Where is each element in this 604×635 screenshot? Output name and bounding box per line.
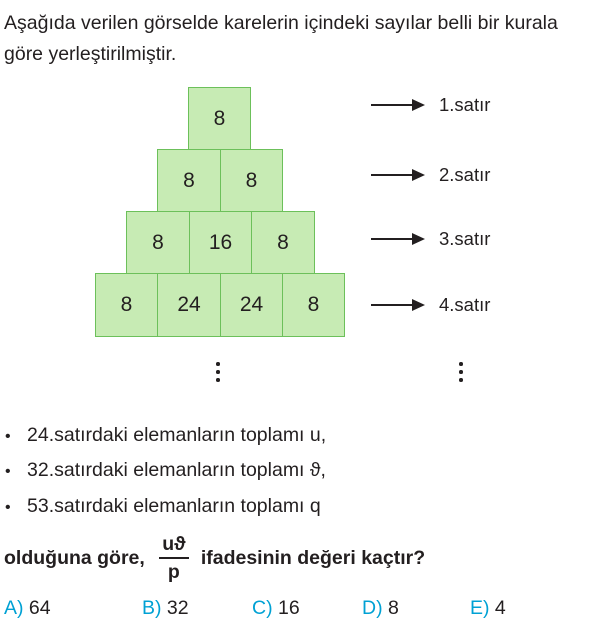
option-value: 64 — [28, 597, 51, 619]
row-label-2 — [371, 163, 490, 187]
question-stem — [4, 527, 425, 589]
condition-text: 53.satırdaki elemanların toplamı q — [27, 495, 321, 517]
question-suffix: ifadesinin değeri kaçtır? — [200, 546, 426, 569]
condition-text: 32.satırdaki elemanların toplamı ϑ, — [27, 459, 326, 481]
continuation-dots-icon — [458, 362, 464, 386]
row-label-4 — [371, 293, 490, 317]
fraction-bar — [159, 557, 189, 559]
question-prefix: olduğuna göre, — [4, 546, 145, 569]
arrow-right-icon — [371, 238, 423, 240]
row-label-text: 4.satır — [439, 294, 491, 315]
condition-item — [5, 424, 326, 447]
bullet-icon: • — [5, 463, 11, 480]
condition-item — [5, 495, 321, 518]
condition-text: 24.satırdaki elemanların toplamı u, — [27, 424, 327, 446]
pyramid-cell: 8 — [220, 149, 283, 212]
arrow-right-icon — [371, 304, 423, 306]
fraction-denominator: p — [167, 561, 180, 583]
row-label-text: 1.satır — [439, 94, 491, 115]
option-letter: D) — [362, 597, 383, 619]
option-letter: E) — [470, 597, 490, 619]
pyramid-cell: 8 — [188, 87, 251, 150]
row-label-1 — [371, 93, 490, 117]
row-label-text: 2.satır — [439, 164, 491, 185]
arrow-right-icon — [371, 104, 423, 106]
pyramid-cell: 8 — [157, 149, 221, 212]
pyramid-cell: 24 — [220, 273, 283, 337]
option-value: 32 — [166, 597, 189, 619]
bullet-icon: • — [5, 428, 11, 445]
answer-option-a[interactable] — [4, 597, 51, 620]
pyramid-cell: 8 — [95, 273, 158, 337]
answer-option-c[interactable] — [252, 597, 300, 620]
pyramid-cell: 16 — [189, 211, 252, 274]
bullet-icon: • — [5, 499, 11, 516]
option-letter: C) — [252, 597, 273, 619]
answer-option-d[interactable] — [362, 597, 399, 620]
fraction-numerator: uϑ — [162, 533, 186, 555]
pyramid-cell: 8 — [251, 211, 315, 274]
problem-intro: Aşağıda verilen görselde karelerin içindeki sayılar belli bir kurala göre yerleştirilmiştir. — [4, 12, 558, 65]
option-value: 8 — [388, 597, 399, 619]
pyramid-cell: 8 — [126, 211, 190, 274]
arrow-right-icon — [371, 174, 423, 176]
row-label-3 — [371, 227, 490, 251]
option-value: 4 — [494, 597, 506, 619]
option-letter: B) — [142, 597, 162, 619]
answer-option-b[interactable] — [142, 597, 189, 620]
condition-item — [5, 459, 326, 482]
continuation-dots-icon — [215, 362, 221, 386]
pyramid-cell: 24 — [157, 273, 221, 337]
answer-option-e[interactable] — [470, 597, 506, 620]
option-value: 16 — [278, 597, 300, 619]
option-letter: A) — [4, 597, 24, 619]
fraction — [159, 533, 189, 583]
pyramid-cell: 8 — [282, 273, 345, 337]
row-label-text: 3.satır — [439, 228, 491, 249]
